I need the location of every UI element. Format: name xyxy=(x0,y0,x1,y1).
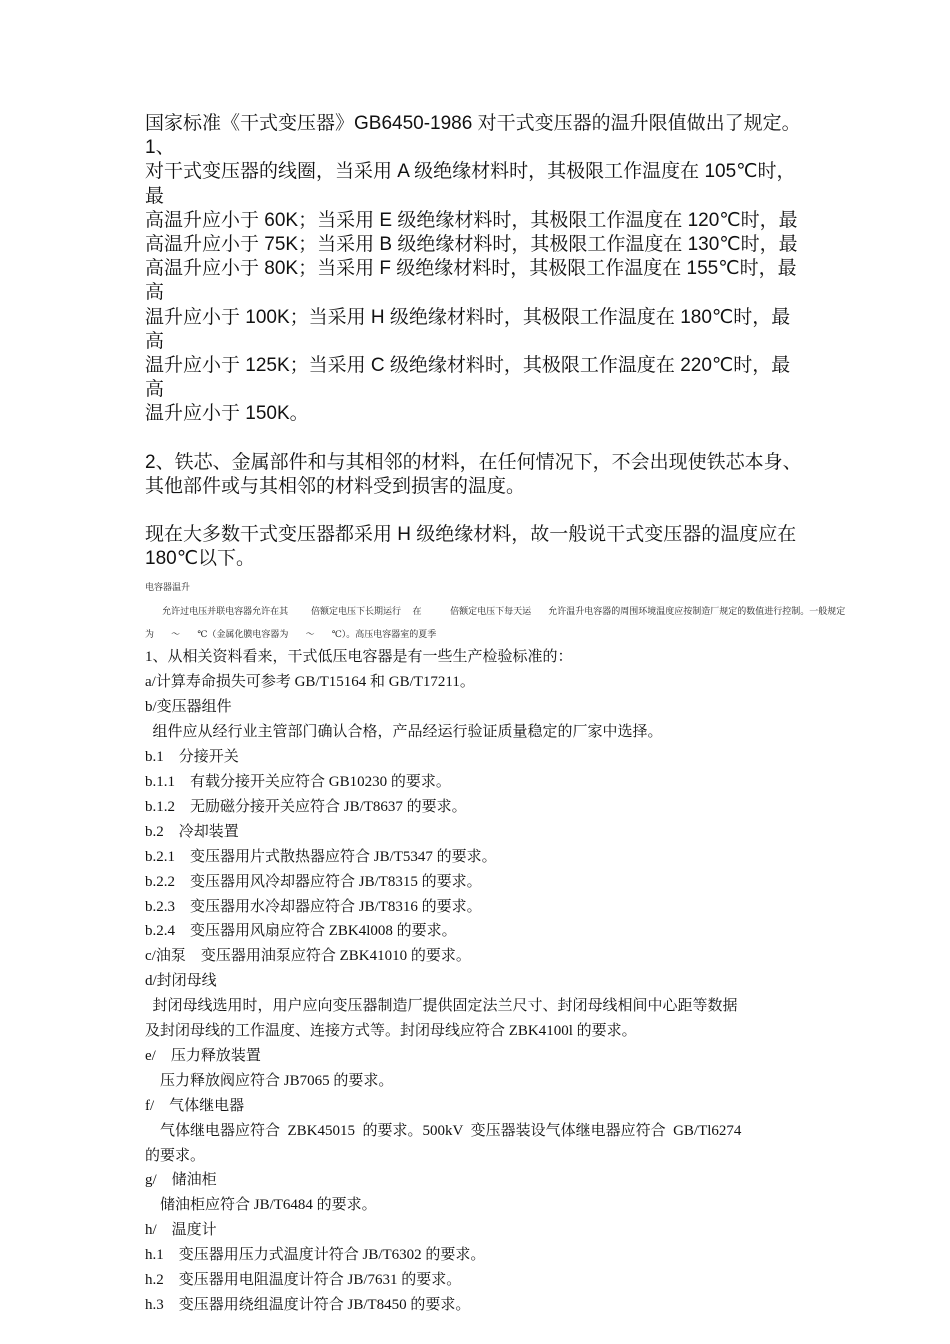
list-item: b.1.1 有载分接开关应符合 GB10230 的要求。 xyxy=(145,773,451,790)
list-item: b.2 冷却装置 xyxy=(145,823,239,840)
list-item: b.1 分接开关 xyxy=(145,749,239,766)
paragraph-gap xyxy=(145,427,808,451)
standards-list xyxy=(145,645,808,1317)
list-item: 的要求。 xyxy=(145,1147,206,1164)
list-item: b/变压器组件 xyxy=(145,699,232,716)
text-line: 温升应小于 100K；当采用 H 级绝缘材料时，其极限工作温度在 180℃时，最高 xyxy=(145,306,791,352)
list-item: a/计算寿命损失可参考 GB/T15164 和 GB/T17211。 xyxy=(145,674,475,691)
list-item: d/封闭母线 xyxy=(145,973,217,990)
document-page xyxy=(145,112,846,1318)
intro-paragraph xyxy=(145,112,808,427)
paragraph-gap xyxy=(145,499,808,523)
list-item: h/ 温度计 xyxy=(145,1222,217,1239)
list-item: h.1 变压器用压力式温度计符合 JB/T6302 的要求。 xyxy=(145,1247,486,1264)
capacitor-note-line: 允许过电压并联电容器允许在其 倍额定电压下长期运行 在 倍额定电压下每天运 允许温升电容器的周围环境温度应按制造厂规定的数值进行控制。一般规定 xyxy=(145,607,846,618)
text-line: 高温升应小于 60K；当采用 E 级绝缘材料时，其极限工作温度在 120℃时，最 xyxy=(145,209,798,231)
text-line: 国家标准《干式变压器》GB6450-1986 对干式变压器的温升限值做出了规定。1、 xyxy=(145,113,801,159)
text-line: 对干式变压器的线圈，当采用 A 级绝缘材料时，其极限工作温度在 105℃时，最 xyxy=(145,161,796,207)
text-line: 高温升应小于 75K；当采用 B 级绝缘材料时，其极限工作温度在 130℃时，最 xyxy=(145,234,798,256)
text-line: 温升应小于 150K。 xyxy=(145,403,309,425)
text-line: 2、铁芯、金属部件和与其相邻的材料，在任何情况下，不会出现使铁芯本身、 xyxy=(145,451,802,473)
text-line: 其他部件或与其相邻的材料受到损害的温度。 xyxy=(145,475,526,497)
list-item: 气体继电器应符合 ZBK45015 的要求。500kV 变压器装设气体继电器应符合 GB/Tl6274 xyxy=(145,1122,742,1139)
list-item: g/ 储油柜 xyxy=(145,1172,217,1189)
list-item: b.2.4 变压器用风扇应符合 ZBK4l008 的要求。 xyxy=(145,923,457,940)
list-item: e/ 压力释放装置 xyxy=(145,1047,261,1064)
list-item: b.1.2 无励磁分接开关应符合 JB/T8637 的要求。 xyxy=(145,798,467,815)
list-item: c/油泵 变压器用油泵应符合 ZBK41010 的要求。 xyxy=(145,948,471,965)
list-item: b.2.3 变压器用水冷却器应符合 JB/T8316 的要求。 xyxy=(145,898,482,915)
list-item: 及封闭母线的工作温度、连接方式等。封闭母线应符合 ZBK4100l 的要求。 xyxy=(145,1023,637,1040)
list-item: 组件应从经行业主管部门确认合格，产品经运行验证质量稳定的厂家中选择。 xyxy=(145,724,663,741)
list-item: h.2 变压器用电阻温度计符合 JB/7631 的要求。 xyxy=(145,1272,462,1289)
text-line: 温升应小于 125K；当采用 C 级绝缘材料时，其极限工作温度在 220℃时，最高 xyxy=(145,355,791,401)
capacitor-note-line: 为 ～ ℃（金属化膜电容器为 ～ ℃）。高压电容器室的夏季 xyxy=(145,630,437,641)
summary-paragraph xyxy=(145,523,808,571)
list-item: 压力释放阀应符合 JB7065 的要求。 xyxy=(145,1072,394,1089)
list-item: 储油柜应符合 JB/T6484 的要求。 xyxy=(145,1197,377,1214)
text-line: 现在大多数干式变压器都采用 H 级绝缘材料，故一般说干式变压器的温度应在 xyxy=(145,524,797,546)
list-item: b.2.1 变压器用片式散热器应符合 JB/T5347 的要求。 xyxy=(145,848,497,865)
list-item: 封闭母线选用时，用户应向变压器制造厂提供固定法兰尺寸、封闭母线相间中心距等数据 xyxy=(145,998,738,1015)
capacitor-heading: 电容器温升 xyxy=(145,583,191,594)
list-item: 1、从相关资料看来，干式低压电容器是有一些生产检验标准的： xyxy=(145,649,573,666)
text-line: 高温升应小于 80K；当采用 F 级绝缘材料时，其极限工作温度在 155℃时，最高 xyxy=(145,258,797,304)
list-item: b.2.2 变压器用风冷却器应符合 JB/T8315 的要求。 xyxy=(145,873,482,890)
list-item: h.3 变压器用绕组温度计符合 JB/T8450 的要求。 xyxy=(145,1297,471,1314)
list-item: f/ 气体继电器 xyxy=(145,1097,245,1114)
text-line: 180℃以下。 xyxy=(145,548,256,570)
core-paragraph xyxy=(145,451,808,499)
